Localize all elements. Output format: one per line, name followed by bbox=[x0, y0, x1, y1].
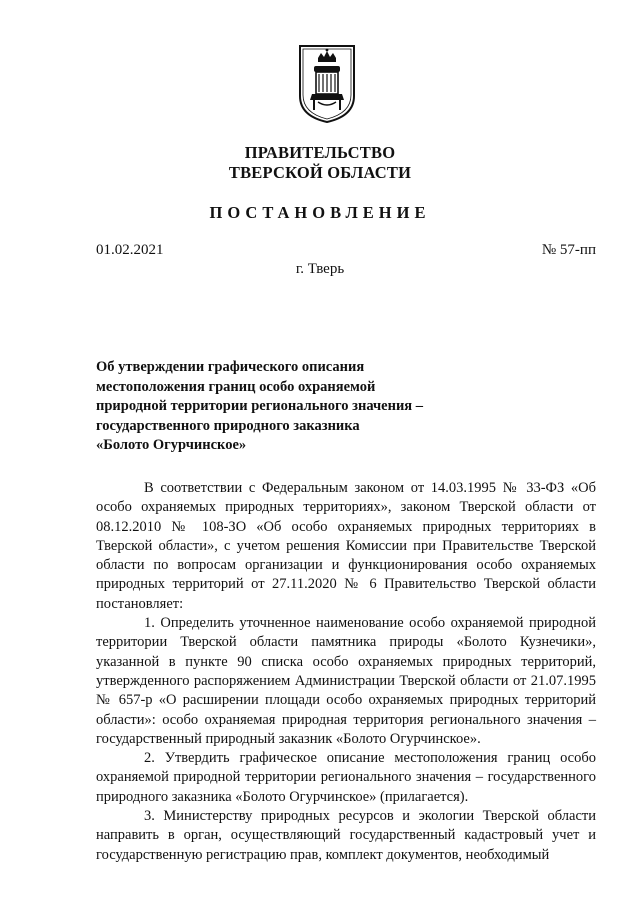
subject-line: государственного природного заказника bbox=[96, 417, 360, 434]
decree-number: № 57-пп bbox=[541, 242, 596, 258]
government-name-line2: ТВЕРСКОЙ ОБЛАСТИ bbox=[228, 163, 412, 182]
subject-line: Об утверждении графического описания bbox=[96, 359, 365, 375]
tver-coat-of-arms-icon bbox=[298, 44, 356, 124]
decree-date: 01.02.2021 bbox=[96, 242, 164, 258]
decree-body bbox=[96, 479, 596, 865]
subject-line: «Болото Огурчинское» bbox=[96, 437, 247, 453]
item-1-paragraph: 1. Определить уточненное наименование особо охраняемой природной территории Тверской области памятника природы «Болото Кузнечики», указанной в пункте 90 списка особо охраняемых природных территорий, утвержденного распоряжением Администрации Тверской области от 21.07.1995 № 657-р «О расширении площади особо охраняемых природных территорий области»: особо охраняемая природная территория регионального значения – государственный природный заказник «Болото Огурчинское». bbox=[96, 615, 596, 747]
preamble-paragraph: В соответствии с Федеральным законом от 14.03.1995 № 33-ФЗ «Об особо охраняемых природных территориях», законом Тверской области от 08.12.2010 № 108-ЗО «Об особо охраняемых природных территориях в Тверской области», с учетом решения Комиссии при Правительстве Тверской области по вопросам организации и функционирования особо охраняемых природных территорий от 27.11.2020 № 6 Правительство Тверской области постановляет: bbox=[96, 480, 596, 612]
item-2-paragraph: 2. Утвердить графическое описание местоположения границ особо охраняемой природной территории регионального значения – государственного природного заказника «Болото Огурчинское» (прилагается). bbox=[96, 750, 596, 805]
item-3-paragraph: 3. Министерству природных ресурсов и экологии Тверской области направить в орган, осуществляющий государственный кадастровый учет и государственную регистрацию прав, комплект документов, необходимый bbox=[96, 808, 596, 863]
decree-city: г. Тверь bbox=[295, 261, 345, 277]
document-type: ПОСТАНОВЛЕНИЕ bbox=[209, 203, 431, 222]
subject-line: природной территории регионального значения – bbox=[96, 398, 424, 414]
government-name-line1: ПРАВИТЕЛЬСТВО bbox=[244, 143, 396, 162]
government-name bbox=[0, 143, 640, 183]
decree-subject bbox=[96, 358, 476, 456]
subject-line: местоположения границ особо охраняемой bbox=[96, 378, 376, 395]
